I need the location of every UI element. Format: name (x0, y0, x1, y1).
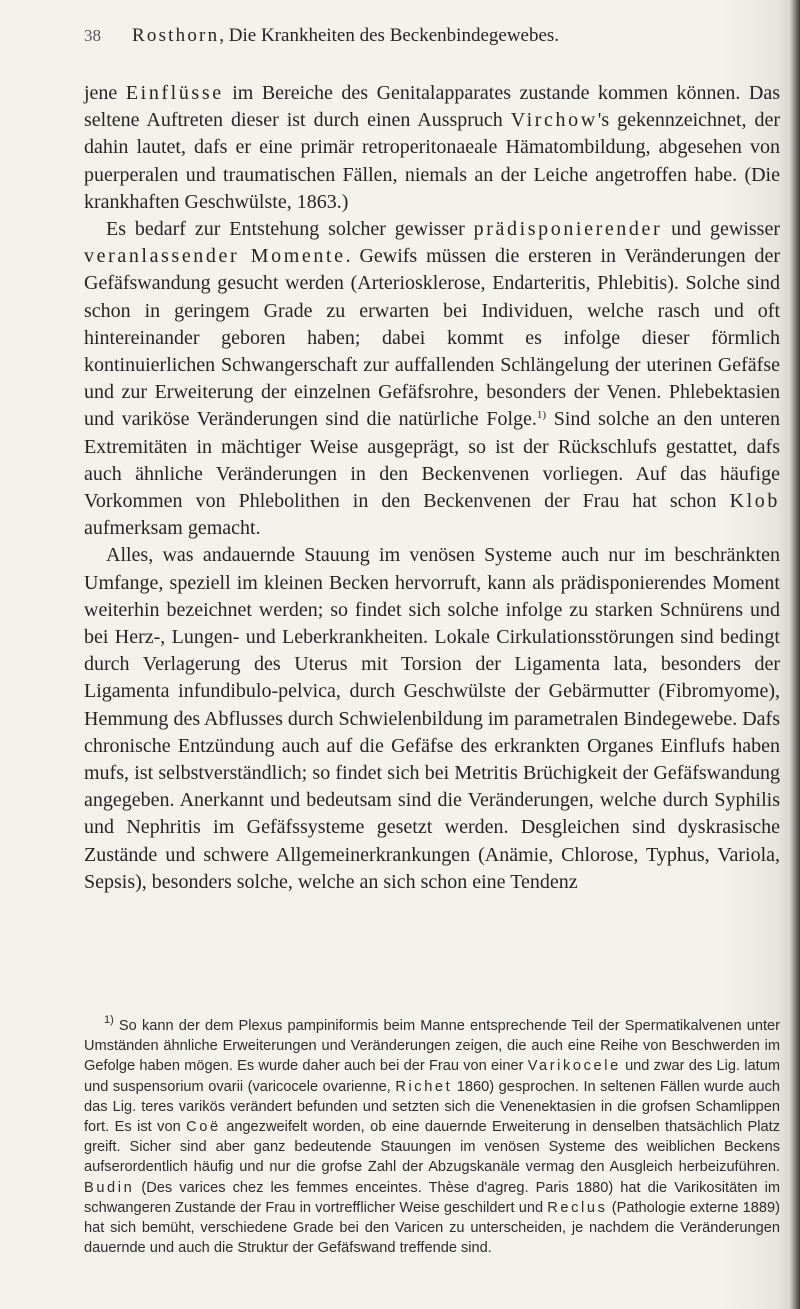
running-header (84, 22, 784, 50)
footnote-reference: 1) (536, 409, 547, 422)
page-edge-shadow (790, 0, 800, 1309)
footnote-mark: 1) (104, 1014, 114, 1026)
header-author: Rosthorn (132, 25, 220, 46)
header-title: , Die Krankheiten des Beckenbindegewebes. (219, 25, 560, 46)
page-number: 38 (84, 26, 101, 45)
paragraph-1: jene Einflüsse im Bereiche des Genitalapparates zustande kommen können. Das seltene Auftreten dieser ist durch einen Ausspruch Virchow's gekennzeichnet, der dahin lautet, dafs er eine primär retroperitonaeale Hämatombildung, abgesehen von puerperalen und traumatischen Fällen, niemals an der Leiche angetroffen habe. (Die krankhaften Geschwülste, 1863.) (84, 82, 781, 213)
paragraph-3: Alles, was andauernde Stauung im venösen Systeme auch nur im beschränkten Umfange, speziell im kleinen Becken hervorruft, kann als prädisponierendes Moment weiterhin bezeichnet werden; so findet sich solche infolge zu starken Schnürens und bei Herz-, Lungen- und Leberkrankheiten. Lokale Cirkulationsstörungen sind bedingt durch Verlagerung des Uterus mit Torsion der Ligamenta lata, besonders der Ligamenta infundibulo-pelvica, durch Geschwülste der Gebärmutter (Fibromyome), Hemmung des Abflusses durch Schwielenbildung im parametralen Bindegewebe. Dafs chronische Entzündung auch auf die Gefäfse des erkrankten Organes Einflufs haben mufs, ist selbstverständlich; so findet sich bei Metritis Brüchigkeit der Gefäfswandung angegeben. Anerkannt und bedeutsam sind die Veränderungen, welche durch Syphilis und Nephritis im Gefäfssysteme gesetzt werden. Desgleichen sind dyskrasische Zustände und schwere Allgemeinerkrankungen (Anämie, Chlorose, Typhus, Variola, Sepsis), besonders solche, welche an sich schon eine Tendenz (84, 544, 780, 893)
paragraph-2: Es bedarf zur Entstehung solcher gewisser prädisponierender und gewisser veranlassender Momente. Gewifs müssen die ersteren in Veränderungen der Gefäfswandung gesucht werden (Arteriosklerose, Endarteritis, Phlebitis). Solche sind schon in geringem Grade zu erwarten bei Individuen, welche rasch und oft hintereinander geboren haben; dabei kommt es infolge dieser förmlich kontinuierlichen Schwangerschaft zur auffallenden Schlängelung der uterinen Gefäfse und zur Erweiterung der einzelnen Gefäfsrohre, besonders der Venen. Phlebektasien und variköse Veränderungen sind die natürliche Folge.$^{1)}$ Sind solche an den unteren Extremitäten in mächtiger Weise ausgeprägt, so ist der Rückschlufs gestattet, dafs auch ähnliche Veränderungen in den Beckenvenen vorliegen. Auf das häufige Vorkommen von Phlebolithen in den Beckenvenen der Frau hat schon Klob aufmerksam gemacht. (84, 218, 780, 540)
body-text (84, 80, 780, 896)
footnote: $^{1)}$ So kann der dem Plexus pampiniformis beim Manne entsprechende Teil der Spermatikalvenen unter Umständen ähnliche Erweiterungen und Veränderungen zeigen, die auch eine Reihe von Beschwerden im Gefolge haben mögen. Es wurde daher auch bei der Frau von einer Varikocele und zwar des Lig. latum und suspensorium ovarii (varicocele ovarienne, Richet 1860) gesprochen. In seltenen Fällen wurde auch das Lig. teres varikös verändert befunden und setzten sich die Venenektasien in die grofsen Schamlippen fort. Es ist von Coë angezweifelt worden, ob eine dauernde Erweiterung in denselben thatsächlich Platz greift. Sicher sind aber ganz bedeutende Stauungen im venösen Systeme des weiblichen Beckens aufserordentlich häufig und nur die grofse Zahl der Abzugskanäle vermag den Ausgleich herbeizuführen. Budin (Des varices chez les femmes enceintes. Thèse d'agreg. Paris 1880) hat die Varikositäten im schwangeren Zustande der Frau in vortrefflicher Weise geschildert und Reclus (Pathologie externe 1889) hat sich bemüht, verschiedene Grade bei den Varicen zu unterscheiden, je nachdem die Veränderungen dauernde und auch die Struktur der Gefäfswand treffende sind. (84, 1014, 781, 1257)
